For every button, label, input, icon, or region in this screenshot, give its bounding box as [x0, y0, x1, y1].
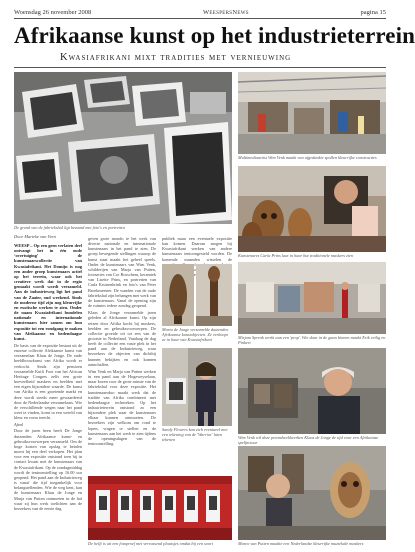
body-paragraph: geven grote mondo te het werk van diverse nationale en internationale kunstenaars in het pand te zien. De groep bewegende stellingen waarop de kunst staat maakt het geheel speels. Onder de kunstenaars van Wim Venk, schilderijen van Marja van Putten, fotoseries van Cor Bosschem, keramiek van Lisette Prins, en portretten van Carla Kruisenbrink en foto's van Peter Broekmeester. De wanden van de oude fabriekshal zijn behangen met werk van de kunstenaars. Vanaf de opening zijn de ruimtes iedere zondag geopend. [88, 236, 156, 309]
body-paragraph: Klaas de Jonge verzamelde jaren geleden al Afrikaanse kunst. Op zijn reizen door Afrika kocht hij maskers, beelden en gebruiksvoorwerpen. De collectie groeide uit tot een van de grootste in Nederland. Vandaag de dag heeft de collectie een vaste plek in het pand aan de Industrieweg, waar bezoekers de objecten van dichtbij kunnen bekijken en ook kunnen aanschaffen. [88, 310, 156, 367]
page-header [14, 8, 386, 17]
page-number: pagina 15 [360, 9, 386, 16]
subhead-rule [14, 67, 386, 68]
caption-main-photo: De grond van de fabriekshal ligt bezaaid met foto's en portretten [14, 225, 126, 230]
photo-warehouse [238, 72, 386, 154]
caption-bottom-right: Marco van Putten maakte een Nederlandse kleurrijke muziekale maskers [238, 541, 364, 546]
header-rule [14, 18, 386, 19]
subheadline: Kwasiafrikani mixt tradities met vernieuwing [60, 52, 292, 63]
caption-mid-right: Kunstenares Carla Prins laat in haar hut traditionele maskers zien [238, 253, 354, 258]
caption-right-row2: Mirjam Sprenk werkt aan een 'prop'. Wie daar in de gaan binnen maakt Erik veilig en Pinkert [238, 335, 386, 345]
caption-girl: Sandy Flowers kan zich eventueel met een tekening van de 'Warrior' laten tekenen [162, 427, 228, 442]
article-column-1 [14, 243, 82, 543]
lead-paragraph: WEESP – Op een geen verlaten deel ontvangt het in één oude ‘overtuiging’ de kunstenaarscollectie van Kwasiafrikani. Het Domijn is nog een ander groep kunstenaars actief op het terrein, waar ook het creatieve werk dat in de regio gemaakt wordt wordt verzameld. Aan de industrieweg ligt het pand van de Zaaier, oud weekend. Sinds de moderne tijd zijn nog kleurrijke en exotische werken te zien. Onder de naam Kwasiafrikani bundelen nationale en internationale kunstenaars hier samen om hun expositie tot een rondgang te maken van Afrikaanse en hedendaagse kunst. [14, 243, 82, 341]
body-paragraph: De basis van de expositie bestaat uit de enorme collectie Afrikaanse kunst van verzamelaar Klaas de Jonge. De oude beeldhouwkunst van Afrika wordt er verkocht. Sinds zijn pensioen verzamelde Kuifi Foot van het African Heritage Congres zelfs een grote hoeveelheid maskers en beelden met een eigen bijzondere waarde. De kunst van Afrika is een groeiende markt en deze wordt steeds meer gewaardeerd door de Nederlandse verzamelaars. Wie de verschillende wegen naar het pand weet te vinden, komt in een wereld van kleur en vorm terecht. [14, 342, 82, 421]
headline: Afrikaanse kunst op het industrieterrein [14, 23, 415, 48]
photo-masks [238, 166, 386, 252]
body-paragraph: Door de jaren heen heeft De Jonge duizenden Afrikaanse kunst- en gebruiksvoorwerpen verzameld. Om de hoge kosten van opslag te betalen moest hij een deel verkopen. Het plan voor een expositie ontstond toen hij in contact kwam met de kunstenaars van de Kwasiafrikani. Op de zondagmiddag wordt de tentoonstelling op 16.00 uur geopend. Het pand aan de Industrieweg is vanaf die tijd toegankelijk voor belangstellenden. Wie de weg kent, kan de kunstenaars Klaas de Jonge en Marja van Putten ontmoeten in de hal waar zij hun werk toelichten aan de bezoekers van de eerste dag. [14, 428, 82, 511]
caption-bottom-left: De helft is uit een fotoproef met verrassend plaatsjes omdat bij een soort [88, 541, 213, 546]
body-paragraph: publiek maar een eventuele expositie kan komen. Daarom mogen bij Kwasiafrikani werken van andere kunstenaars tentoongesteld worden. De komende maanden wisselen de af, het [162, 236, 232, 278]
photo-girl-with-drawing [162, 348, 232, 426]
body-paragraph: Wim Venk en Marja van Putten werken in een pand aan de Hogeweyselaan, maar kozen voor de grote ruimte van de fabriekshal voor deze expositie. Het kunstenaarsduo maakt werk dat de traditie van Afrika combineert met hedendaagse technieken. Op het industrieterrein ontstond zo een bijzondere plek waar de kunstenaars elkaar kunnen ontmoeten. De bezoekers zijn welkom om rond te lopen, vragen te stellen en de kunstenaars aan het werk te zien tijdens de openingsdagen van de tentoonstelling. [88, 368, 156, 447]
caption-center-row: Maria de Jonge verzamelde duizenden Afrikaanse kunstobjecten. Ze verkoopt ze in haar van Kwasiafrikani [162, 327, 229, 342]
photo-red-wall-display [88, 476, 232, 540]
photo-prints-on-floor [14, 72, 232, 224]
photo-man-with-mask [238, 446, 386, 540]
caption-man: Wim Venk wil deze prentsbeeldwerken Klaas de Jonge de tijd voor een Afrikaanse spelfactuur [238, 435, 379, 445]
photo-wooden-objects [162, 264, 194, 326]
byline: Door Marieke van Veen [14, 234, 56, 239]
article-column-3 [162, 236, 232, 278]
caption-top-right: Multimediaartist Wim Venk maakt van afgedankte spullen kleurrijke constructies [238, 155, 377, 160]
section-heading: Afval [14, 422, 23, 428]
photo-exhibition-hall [238, 262, 386, 334]
photo-man-portrait [238, 348, 386, 434]
publication-name: WeespersNews [203, 9, 249, 16]
article-column-2 [88, 236, 156, 474]
photo-tall-figure [196, 264, 232, 326]
issue-date: Woensdag 26 november 2008 [14, 9, 92, 16]
